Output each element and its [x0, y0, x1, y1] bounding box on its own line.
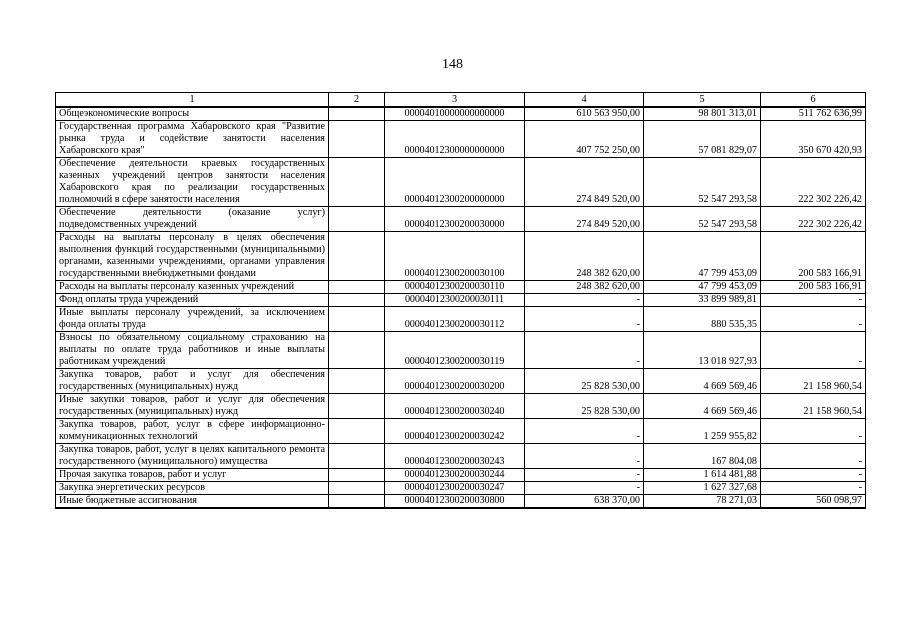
table-row: [56, 294, 866, 307]
page-number: 148: [442, 57, 463, 72]
table-row: [56, 419, 866, 444]
table-row: [56, 482, 866, 495]
row-col-2: [329, 121, 385, 158]
row-col-2: [329, 107, 385, 121]
row-code: 00004012300200030800: [385, 495, 525, 509]
row-col-4: -: [525, 444, 644, 469]
row-col-2: [329, 232, 385, 281]
row-col-5: 1 259 955,82: [644, 419, 761, 444]
row-col-5: 47 799 453,09: [644, 232, 761, 281]
row-col-4: -: [525, 482, 644, 495]
row-col-6: 222 302 226,42: [761, 207, 866, 232]
row-name: Прочая закупка товаров, работ и услуг: [56, 469, 329, 482]
row-col-6: 511 762 636,99: [761, 107, 866, 121]
row-col-2: [329, 469, 385, 482]
row-col-4: -: [525, 307, 644, 332]
row-col-4: 248 382 620,00: [525, 232, 644, 281]
row-col-2: [329, 444, 385, 469]
row-col-2: [329, 482, 385, 495]
row-name: Взносы по обязательному социальному страхованию на выплаты по оплате труда работников и иные выплаты работникам учреждений: [56, 332, 329, 369]
row-col-6: -: [761, 294, 866, 307]
row-name: Фонд оплаты труда учреждений: [56, 294, 329, 307]
row-code: 00004012300200030119: [385, 332, 525, 369]
table-row: [56, 444, 866, 469]
row-col-5: 78 271,03: [644, 495, 761, 509]
row-col-4: 610 563 950,00: [525, 107, 644, 121]
row-col-6: 350 670 420,93: [761, 121, 866, 158]
row-col-4: 407 752 250,00: [525, 121, 644, 158]
row-col-6: -: [761, 332, 866, 369]
table-row: [56, 121, 866, 158]
row-name: Иные закупки товаров, работ и услуг для обеспечения государственных (муниципальных) нужд: [56, 394, 329, 419]
row-col-5: 4 669 569,46: [644, 394, 761, 419]
row-col-4: -: [525, 294, 644, 307]
row-code: 00004012300200030111: [385, 294, 525, 307]
table-row: [56, 281, 866, 294]
header-col-5: 5: [644, 93, 761, 108]
table-row: [56, 232, 866, 281]
row-name: Расходы на выплаты персоналу в целях обеспечения выполнения функций государственными (муниципальными) органами, казенными учреждениями, органами управления государственными внебюджетными фондами: [56, 232, 329, 281]
row-col-4: -: [525, 469, 644, 482]
row-name: Расходы на выплаты персоналу казенных учреждений: [56, 281, 329, 294]
row-code: 00004012300200030000: [385, 207, 525, 232]
row-name: Закупка товаров, работ, услуг в сфере информационно-коммуникационных технологий: [56, 419, 329, 444]
row-col-4: 274 849 520,00: [525, 207, 644, 232]
row-col-6: -: [761, 444, 866, 469]
header-col-2: 2: [329, 93, 385, 108]
row-col-2: [329, 281, 385, 294]
header-row: [56, 93, 866, 108]
table-body: [56, 107, 866, 508]
row-col-5: 52 547 293,58: [644, 158, 761, 207]
row-col-2: [329, 394, 385, 419]
row-name: Закупка товаров, работ, услуг в целях капитального ремонта государственного (муниципального) имущества: [56, 444, 329, 469]
row-col-2: [329, 207, 385, 232]
row-col-5: 33 899 989,81: [644, 294, 761, 307]
row-col-4: -: [525, 332, 644, 369]
row-code: 00004012300200030243: [385, 444, 525, 469]
row-col-2: [329, 419, 385, 444]
row-col-5: 167 804,08: [644, 444, 761, 469]
row-col-5: 52 547 293,58: [644, 207, 761, 232]
row-col-4: 25 828 530,00: [525, 394, 644, 419]
row-name: Обеспечение деятельности краевых государственных казенных учреждений центров занятости населения Хабаровского края по реализации государственных полномочий в сфере занятости населения: [56, 158, 329, 207]
row-code: 00004012300200030244: [385, 469, 525, 482]
row-code: 00004012300200030242: [385, 419, 525, 444]
row-code: 00004012300000000000: [385, 121, 525, 158]
row-name: Закупка товаров, работ и услуг для обеспечения государственных (муниципальных) нужд: [56, 369, 329, 394]
row-col-2: [329, 307, 385, 332]
row-col-4: -: [525, 419, 644, 444]
row-col-2: [329, 332, 385, 369]
row-col-6: -: [761, 482, 866, 495]
row-code: 00004012300200030240: [385, 394, 525, 419]
row-code: 00004010000000000000: [385, 107, 525, 121]
row-col-5: 880 535,35: [644, 307, 761, 332]
row-col-5: 57 081 829,07: [644, 121, 761, 158]
row-name: Государственная программа Хабаровского края "Развитие рынка труда и содействие занятости населения Хабаровского края": [56, 121, 329, 158]
row-col-5: 1 627 327,68: [644, 482, 761, 495]
row-col-2: [329, 495, 385, 509]
row-name: Иные выплаты персоналу учреждений, за исключением фонда оплаты труда: [56, 307, 329, 332]
row-name: Общеэкономические вопросы: [56, 107, 329, 121]
row-code: 00004012300200030200: [385, 369, 525, 394]
table-row: [56, 369, 866, 394]
row-col-6: 200 583 166,91: [761, 281, 866, 294]
table-row: [56, 469, 866, 482]
row-col-4: 274 849 520,00: [525, 158, 644, 207]
row-name: Обеспечение деятельности (оказание услуг) подведомственных учреждений: [56, 207, 329, 232]
table-row: [56, 394, 866, 419]
row-name: Иные бюджетные ассигнования: [56, 495, 329, 509]
header-col-6: 6: [761, 93, 866, 108]
row-col-4: 248 382 620,00: [525, 281, 644, 294]
row-code: 00004012300200030110: [385, 281, 525, 294]
row-col-6: 560 098,97: [761, 495, 866, 509]
row-code: 00004012300200030100: [385, 232, 525, 281]
table-row: [56, 107, 866, 121]
row-code: 00004012300200030247: [385, 482, 525, 495]
table-row: [56, 495, 866, 509]
row-col-6: -: [761, 307, 866, 332]
row-col-6: 21 158 960,54: [761, 369, 866, 394]
row-col-4: 638 370,00: [525, 495, 644, 509]
table-row: [56, 207, 866, 232]
row-col-4: 25 828 530,00: [525, 369, 644, 394]
row-col-5: 98 801 313,01: [644, 107, 761, 121]
table-row: [56, 158, 866, 207]
row-col-5: 47 799 453,09: [644, 281, 761, 294]
header-col-4: 4: [525, 93, 644, 108]
budget-table: [55, 92, 866, 509]
row-col-2: [329, 369, 385, 394]
row-col-6: 21 158 960,54: [761, 394, 866, 419]
row-col-6: 222 302 226,42: [761, 158, 866, 207]
row-code: 00004012300200030112: [385, 307, 525, 332]
row-col-6: -: [761, 419, 866, 444]
header-col-3: 3: [385, 93, 525, 108]
row-col-6: -: [761, 469, 866, 482]
table-row: [56, 307, 866, 332]
row-col-6: 200 583 166,91: [761, 232, 866, 281]
table-row: [56, 332, 866, 369]
row-col-2: [329, 158, 385, 207]
row-col-5: 4 669 569,46: [644, 369, 761, 394]
row-col-5: 13 018 927,93: [644, 332, 761, 369]
row-name: Закупка энергетических ресурсов: [56, 482, 329, 495]
header-col-1: 1: [56, 93, 329, 108]
row-code: 00004012300200000000: [385, 158, 525, 207]
row-col-2: [329, 294, 385, 307]
row-col-5: 1 614 481,88: [644, 469, 761, 482]
